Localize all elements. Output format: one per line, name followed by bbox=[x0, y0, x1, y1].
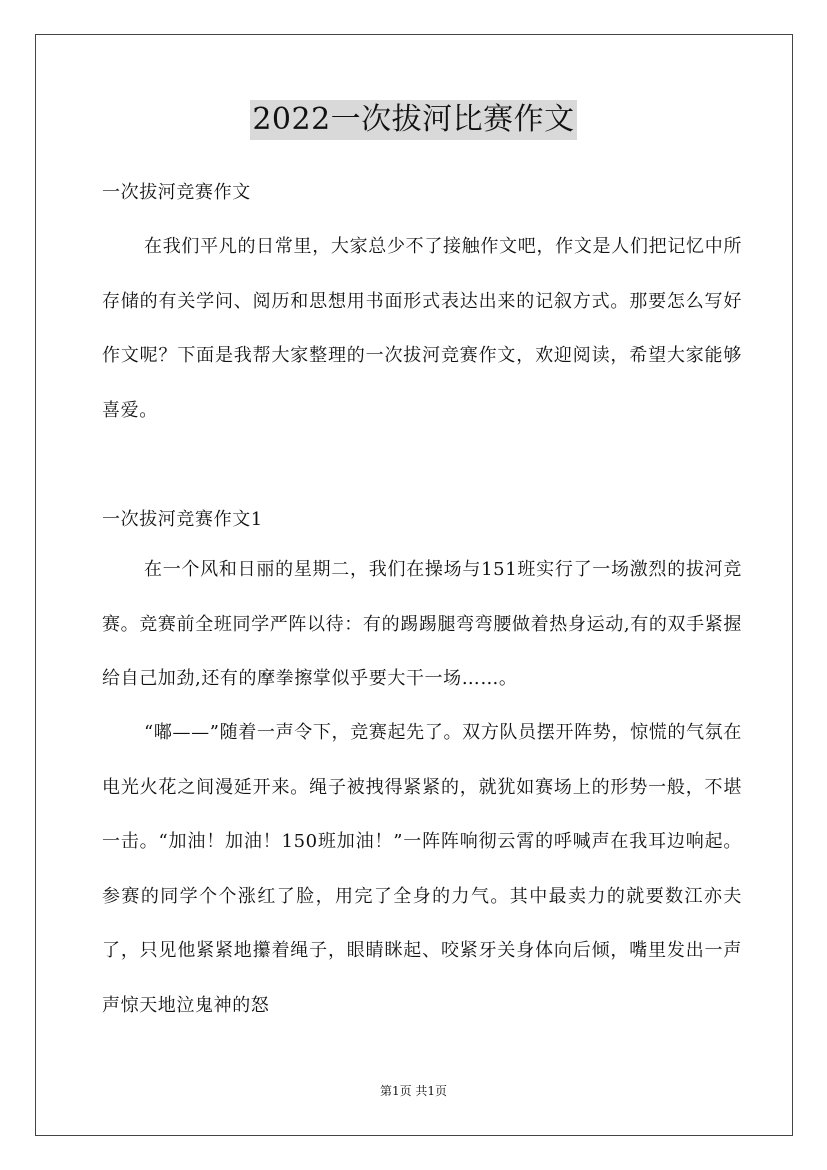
section-heading-essay-1: 一次拔河竞赛作文1 bbox=[102, 509, 263, 530]
essay-paragraph-1: 在一个风和日丽的星期二，我们在操场与151班实行了一场激烈的拔河竞赛。竞赛前全班同学严阵以待：有的踢踢腿弯弯腰做着热身运动,有的双手紧握给自己加劲,还有的摩拳擦掌似乎要大干一场……。 bbox=[102, 559, 742, 689]
document-title-wrap bbox=[0, 100, 827, 140]
section-heading-intro: 一次拔河竞赛作文 bbox=[102, 182, 251, 203]
document-title: 2022一次拔河比赛作文 bbox=[250, 100, 576, 140]
page-footer: 第1页 共1页 bbox=[379, 1084, 448, 1098]
essay-paragraph-2: “嘟——”随着一声令下，竞赛起先了。双方队员摆开阵势，惊慌的气氛在电光火花之间漫延开来。绳子被拽得紧紧的，就犹如赛场上的形势一般，不堪一击。“加油！加油！150班加油！”一阵阵响彻云霄的呼喊声在我耳边响起。参赛的同学个个涨红了脸，用完了全身的力气。其中最卖力的就要数江亦夫了，只见他紧紧地攥着绳子，眼睛眯起、咬紧牙关身体向后倾，嘴里发出一声声惊天地泣鬼神的怒 bbox=[102, 722, 742, 1016]
intro-paragraph: 在我们平凡的日常里，大家总少不了接触作文吧，作文是人们把记忆中所存储的有关学问、阅历和思想用书面形式表达出来的记叙方式。那要怎么写好作文呢？下面是我帮大家整理的一次拔河竞赛作文，欢迎阅读，希望大家能够喜爱。 bbox=[102, 236, 742, 421]
